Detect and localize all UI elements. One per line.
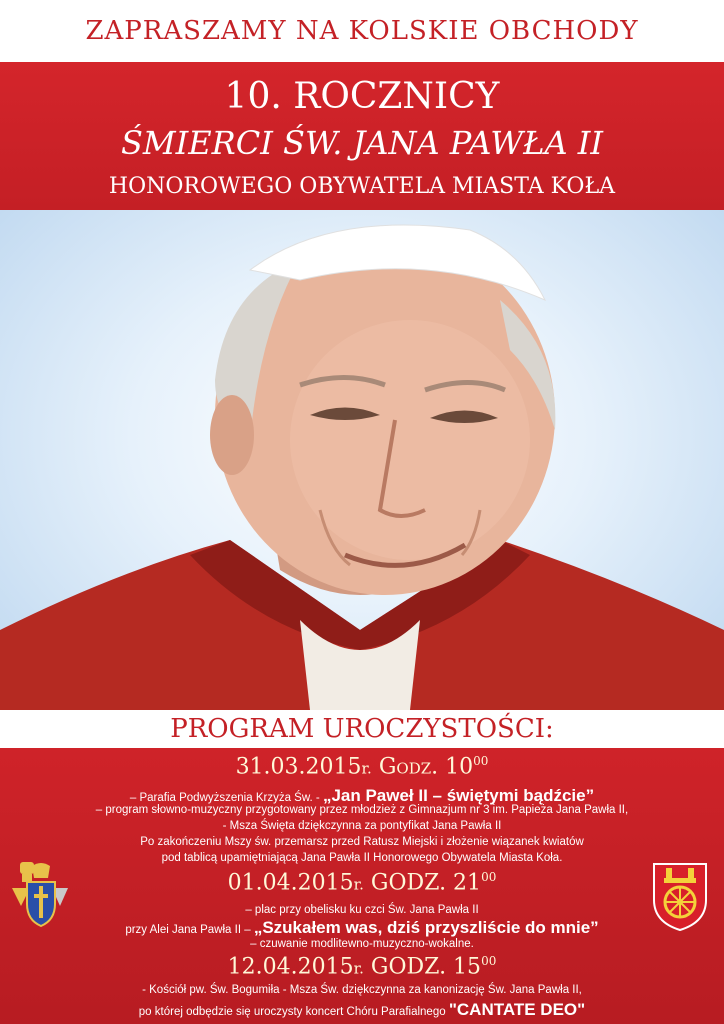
event-2-theme: „Szukałem was, dziś przyszliście do mnie” bbox=[253, 918, 599, 937]
event-3-date-value: 12.04.2015 bbox=[227, 954, 354, 980]
event-1-date-value: 31.03.2015 bbox=[235, 754, 362, 780]
event-2-place: przy Alei Jana Pawła II – bbox=[125, 924, 251, 936]
death-title: ŚMIERCI ŚW. JANA PAWŁA II bbox=[120, 124, 604, 162]
event-2-time-sup: 00 bbox=[481, 870, 497, 884]
event-1-time-sup: 00 bbox=[473, 754, 489, 768]
event-2-time: GODZ. 21 bbox=[370, 870, 482, 896]
program-section bbox=[0, 748, 724, 1024]
kolo-coat-of-arms-icon bbox=[650, 860, 710, 932]
event-1-line-2: – program słowno-muzyczny przygotowany przez młodzież z Gimnazjum nr 3 im. Papieża Jana Pawła II, bbox=[95, 804, 629, 816]
anniversary-title: 10. ROCZNICY bbox=[224, 76, 500, 117]
event-3-time-sup: 00 bbox=[481, 954, 497, 968]
honorary-citizen-title: HONOROWEGO OBYWATELA MIASTA KOŁA bbox=[108, 174, 616, 199]
invite-heading: ZAPRASZAMY NA KOLSKIE OBCHODY bbox=[85, 16, 639, 46]
event-3-time: GODZ. 15 bbox=[370, 954, 482, 980]
event-3-date bbox=[0, 954, 724, 979]
event-3-r: r. bbox=[353, 959, 364, 978]
event-3-concert: po której odbędzie się uroczysty koncert Chóru Parafialnego bbox=[138, 1006, 446, 1018]
event-2-r: r. bbox=[353, 875, 364, 894]
event-1-line-3: - Msza Święta dziękczynna za pontyfikat Jana Pawła II bbox=[222, 820, 502, 832]
event-1-date bbox=[0, 754, 724, 779]
event-2-date bbox=[0, 870, 724, 895]
event-1-place: – Parafia Podwyższenia Krzyża Św. - bbox=[129, 792, 320, 804]
event-2-line-3: – czuwanie modlitewno-muzyczno-wokalne. bbox=[250, 938, 474, 950]
event-3-line-1: - Kościół pw. Św. Bogumiła - Msza Św. dziękczynna za kanonizację Św. Jana Pawła II, bbox=[142, 984, 582, 996]
event-2-line-1: – plac przy obelisku ku czci Św. Jana Pawła II bbox=[245, 904, 479, 916]
event-1-line-1 bbox=[0, 786, 724, 806]
event-1-time: Godz. 10 bbox=[378, 754, 474, 780]
event-3-choir: "CANTATE DEO" bbox=[448, 1000, 586, 1019]
event-2-line-2 bbox=[0, 918, 724, 938]
top-banner bbox=[0, 0, 724, 62]
event-1-r: r. bbox=[361, 759, 372, 778]
event-2-date-value: 01.04.2015 bbox=[227, 870, 354, 896]
event-1-line-4: Po zakończeniu Mszy św. przemarsz przed Ratusz Miejski i złożenie wiązanek kwiatów bbox=[140, 836, 584, 848]
event-1-line-5: pod tablicą upamiętniającą Jana Pawła II Honorowego Obywatela Miasta Koła. bbox=[161, 852, 563, 864]
portrait-illustration bbox=[0, 210, 724, 710]
event-3-line-2 bbox=[0, 1000, 724, 1020]
pope-portrait bbox=[0, 210, 724, 710]
program-title: PROGRAM UROCZYSTOŚCI: bbox=[0, 710, 724, 748]
papal-coat-of-arms-icon bbox=[12, 860, 70, 930]
title-block bbox=[0, 62, 724, 210]
event-1-theme: „Jan Paweł II – świętymi bądźcie” bbox=[322, 786, 595, 805]
